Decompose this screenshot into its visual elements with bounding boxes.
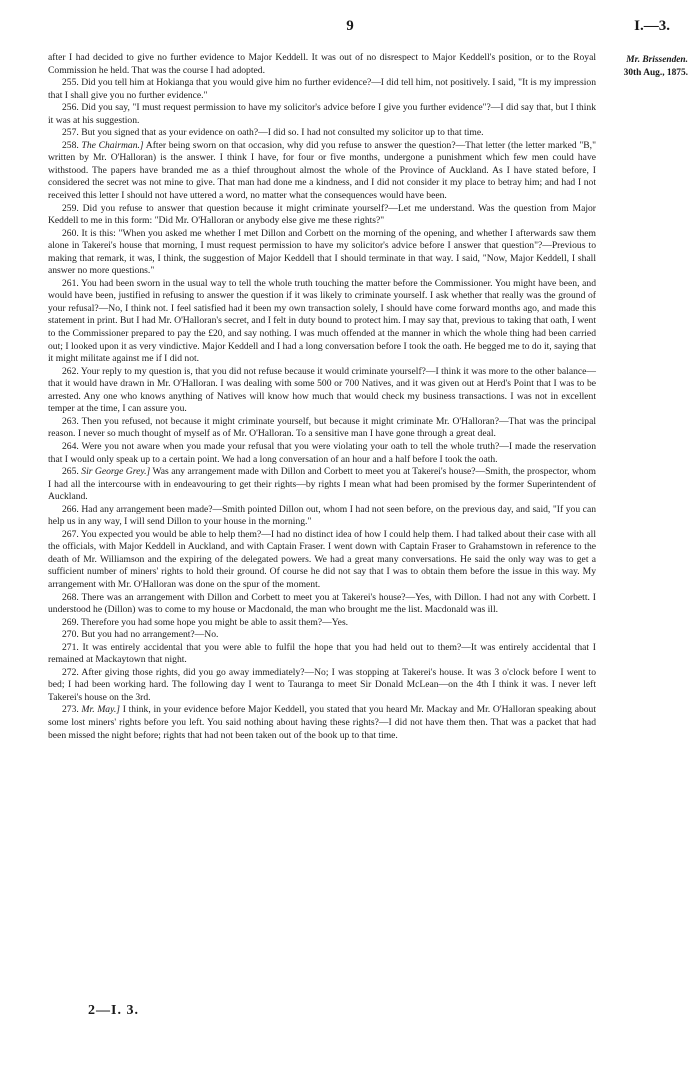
page-header — [0, 18, 700, 40]
paragraph — [48, 140, 596, 203]
paper-code: I.—3. — [634, 18, 670, 34]
paragraph: 271. It was entirely accidental that you were able to fulfil the hope that you had held out to them?—It was entirely accidental that I remained at Mackaytown that night. — [48, 641, 596, 666]
speaker-label: Sir George Grey.] — [81, 466, 151, 478]
paragraph: 256. Did you say, "I must request permission to have my solicitor's advice before I give you further evidence"?—I did say that, but I think it was at his suggestion. — [48, 102, 596, 126]
paragraph: 272. After giving those rights, did you go away immediately?—No; I was stopping at Takerei's house. It was 3 o'clock before I went to bed; I had been working hard. The following day I went to Tauranga to meet Sir Donald McLean—on the 4th I think it was. I never left Takerei's house on the 3rd. — [48, 666, 596, 703]
paragraph: 255. Did you tell him at Hokianga that you would give him no further evidence?—I did tell him, not positively. I said, "It is my impression that I shall give you no further evidence." — [48, 77, 596, 101]
paragraph: 268. There was an arrangement with Dillon and Corbett to meet you at Takerei's house?—Yes, with Dillon. I had not any with Corbett. I understood he (Dillon) was to come to my house or Macdonald, the man who brought me the list. Macdonald was ill. — [48, 591, 596, 616]
margin-witness-name: Mr. Brissenden. — [626, 55, 688, 65]
question-number: 258. — [62, 139, 79, 151]
evidence-body — [48, 52, 596, 742]
paragraph: 269. Therefore you had some hope you might be able to assit them?—Yes. — [62, 616, 349, 628]
paragraph: 267. You expected you would be able to help them?—I had no distinct idea of how I could help them. I had talked about their case with all the officials, with Major Keddell in Auckland, and with Captain Fraser. I went down with Captain Fraser to Grahamstown in reference to the death of Mr. Williamson and the expiring of the delegated powers. We had a great many conversations. He said the only way was to get a sufficient number of miners' rights to hold their ground. Of course he did not say that I was to obtain them before the issue in this way. My arrangement with Mr. O'Halloran was done on the spur of the moment. — [48, 528, 596, 590]
paragraph-text: Was any arrangement made with Dillon and Corbett to meet you at Takerei's house?—Smith, the prospector, whom I had all the intercourse with in endeavouring to get their rights—by rights I mean what had been promised by the former Superintendent of Auckland. — [48, 466, 596, 503]
paragraph: 262. Your reply to my question is, that you did not refuse because it would criminate yourself?—I think it was more to the other balance—that it would have drawn in Mr. O'Halloran. I was dealing with some 500 or 700 Natives, and it was given out at Herd's Point that I was to be arrested. Any one who knows anything of Natives will know how much that would check my business transactions. I was not in excellent temper at the time, I can assure you. — [48, 365, 596, 415]
margin-date: 30th Aug., 1875. — [623, 68, 688, 78]
paragraph-text: I think, in your evidence before Major Keddell, you stated that you heard Mr. Mackay and Mr. O'Halloran speaking about some lost miners' rights before you left. You said nothing about having these rights?—I did not have them then. That was a packet that had been missed the night before; rights that had not been taken out of the book up to that time. — [48, 704, 597, 741]
paragraph: after I had decided to give no further evidence to Major Keddell. It was out of no disrespect to Major Keddell's position, or to the Royal Commission he held. That was the course I had adopted. — [48, 52, 596, 76]
paragraph: 266. Had any arrangement been made?—Smith pointed Dillon out, whom I had not seen before, on the previous day, and said, "If you can help us in any way, I will send Dillon to your house in the morning." — [48, 503, 596, 528]
question-number: 265. — [62, 466, 79, 478]
paragraph-text: After being sworn on that occasion, why did you refuse to answer the question?—That letter (the letter marked "B," written by Mr. O'Halloran) is the answer. I think I have, for four or five months, undergone a punishment which few men could have withstood. The papers have branded me as a thief throughout almost the whole of the Province of Auckland. As I have stated before, I considered the secret was not mine to give. That man had done me a kindness, and I did not consider it my place to betray him; and had I not received this letter I should not have uttered a word, no matter what the consequences would have been. — [48, 139, 596, 202]
speaker-label: Mr. May.] — [81, 704, 120, 716]
paragraph: 261. You had been sworn in the usual way to tell the whole truth touching the matter before the Commissioner. You might have been, and would have been, justified in refusing to answer the question if it was likely to criminate yourself. I ask whether that really was the ground of your refusal?—No, I think not. I feel satisfied had it been my own transaction solely, I should have come forward months ago, and made this statement in print. But I had Mr. O'Halloran's secret, and I felt in duty bound to protect him. I may say that, previous to taking that oath, I went to the Commissioner prepared to pay the £20, and say nothing. I was much offended at the manner in which the whole thing had been carried out; I looked upon it as very vindictive. Major Keddell and I had a long conversation before I took the oath. He begged me to do it, saying that it might militate against me if I did not. — [48, 277, 596, 365]
paragraph: 264. Were you not aware when you made your refusal that you were violating your oath to tell the whole truth?—I made the reservation that I would only speak up to a certain point. We had a long conversation of an hour and a half before I took the oath. — [48, 440, 596, 465]
paragraph — [48, 704, 596, 742]
paragraph: 260. It is this: "When you asked me whether I met Dillon and Corbett on the morning of the opening, and whether I afterwards saw them alone in Takerei's house that morning, I must request permission to have my solicitor's advice before I answer that question"?—Previous to making that remark, it was, I think, the suggestion of Major Keddell that I should terminate in that way. I said, "Now, Major Keddell, I shall answer no more questions." — [48, 227, 596, 277]
question-number: 273. — [62, 704, 79, 716]
paragraph: 270. But you had no arrangement?—No. — [62, 629, 219, 641]
paragraph: 259. Did you refuse to answer that question because it might criminate yourself?—Let me understand. Was the question from Major Keddell to me in this form: "Did Mr. O'Halloran or anybody else give me these rights?" — [48, 202, 596, 227]
paragraph — [48, 466, 596, 504]
speaker-label: The Chairman.] — [81, 139, 144, 151]
page-number: 9 — [346, 18, 354, 34]
signature-mark: 2—I. 3. — [88, 1003, 139, 1018]
paragraph: 257. But you signed that as your evidence on oath?—I did so. I had not consulted my solicitor up to that time. — [62, 127, 484, 139]
paragraph: 263. Then you refused, not because it might criminate yourself, but because it might criminate Mr. O'Halloran?—That was the principal reason. I never so much thought of myself as of Mr. O'Halloran. To a sensitive man I have gone through a great deal. — [48, 415, 596, 440]
